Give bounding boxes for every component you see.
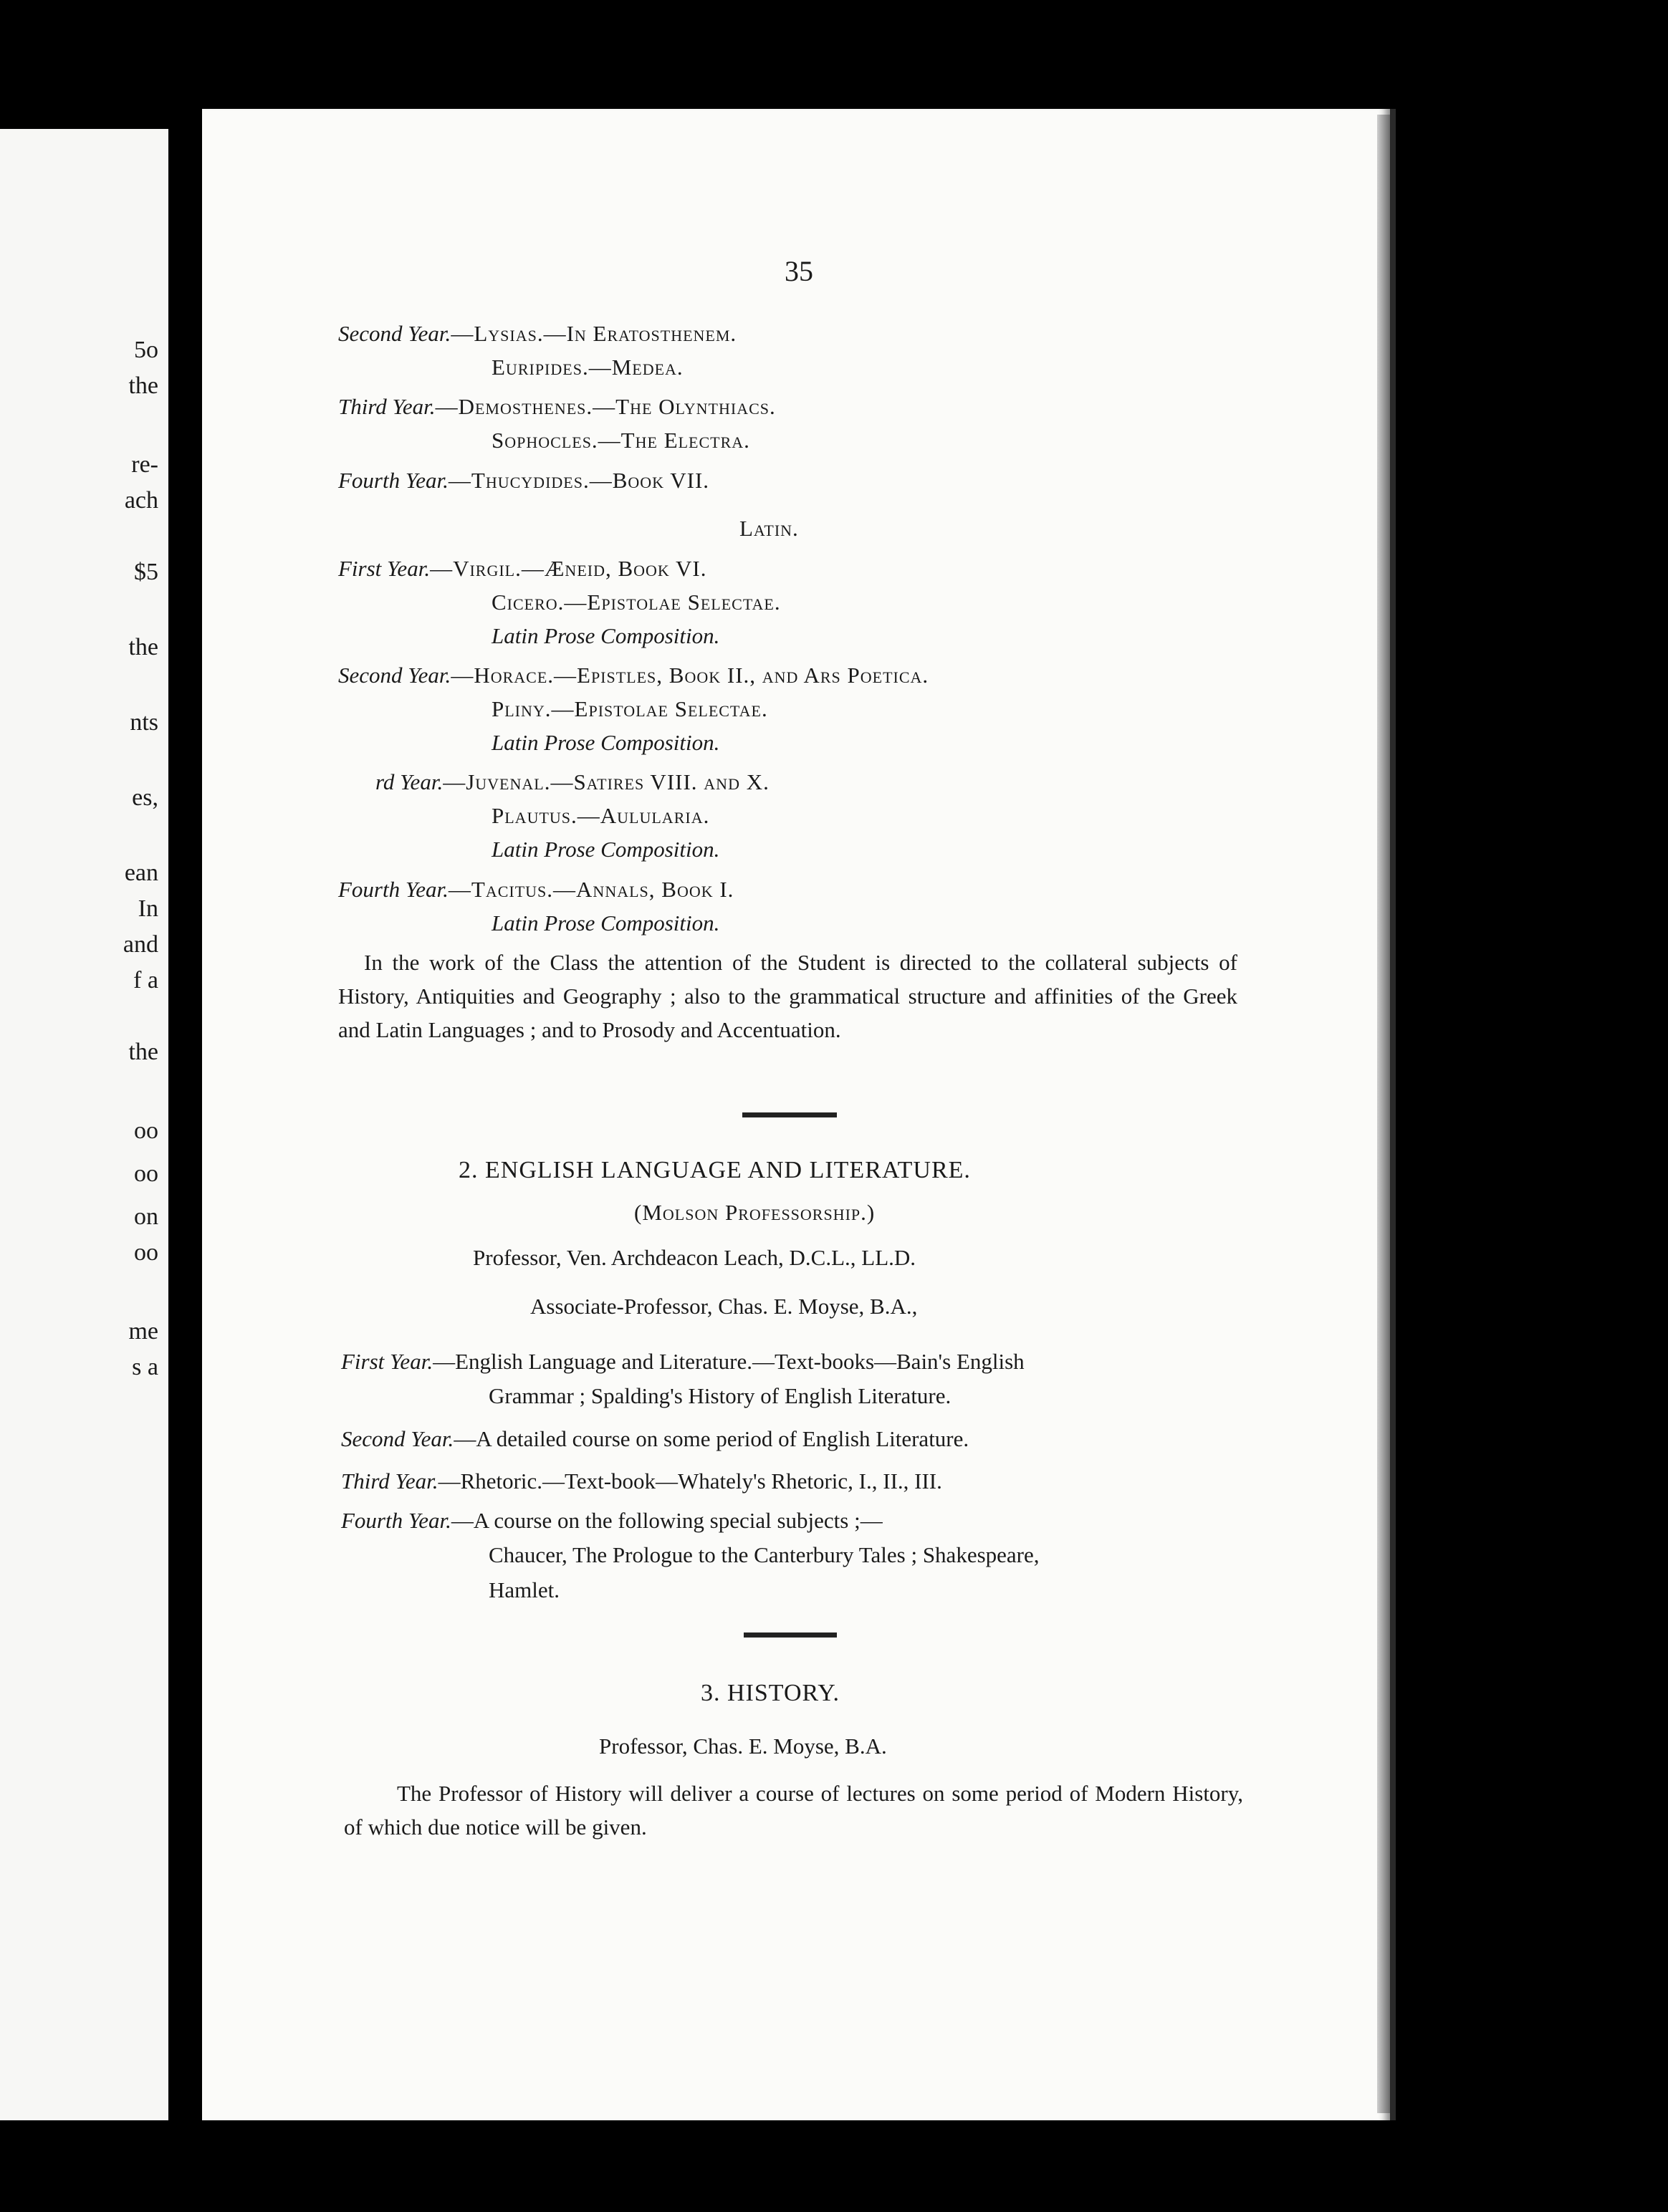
- facing-page-text: and: [123, 931, 158, 958]
- english-third-year: [341, 1470, 942, 1492]
- facing-page-text: oo: [134, 1160, 158, 1187]
- facing-page-text: re-: [131, 451, 158, 478]
- year-text: —Lysias.—In Eratosthenem.: [451, 321, 737, 346]
- facing-page-text: on: [134, 1203, 158, 1230]
- english-subheading: (Molson Professorship.): [634, 1200, 876, 1225]
- english-associate: Associate-Professor, Chas. E. Moyse, B.A.,: [530, 1294, 918, 1319]
- year-label: rd Year.: [375, 769, 444, 794]
- greek-third-year-line2: Sophocles.—The Electra.: [492, 428, 750, 453]
- english-first-year: [341, 1350, 1025, 1372]
- year-label: Fourth Year.: [338, 468, 449, 493]
- history-heading: 3. HISTORY.: [701, 1680, 840, 1706]
- english-professor: Professor, Ven. Archdeacon Leach, D.C.L., LL.D.: [473, 1245, 916, 1270]
- latin-third-year-line3: Latin Prose Composition.: [492, 837, 720, 862]
- greek-fourth-year: [338, 469, 709, 491]
- latin-second-year: [338, 664, 929, 686]
- year-text: —English Language and Literature.—Text-books—Bain's English: [433, 1349, 1025, 1374]
- greek-second-year: [338, 322, 737, 345]
- history-professor: Professor, Chas. E. Moyse, B.A.: [599, 1733, 887, 1759]
- year-text: —Virgil.—Æneid, Book VI.: [430, 556, 707, 581]
- year-text: —Juvenal.—Satires VIII. and X.: [443, 769, 770, 794]
- facing-page-text: oo: [134, 1239, 158, 1266]
- english-heading: 2. ENGLISH LANGUAGE AND LITERATURE.: [459, 1157, 971, 1183]
- facing-page-text: s a: [132, 1354, 158, 1380]
- english-fourth-year-line2: Chaucer, The Prologue to the Canterbury Tales ; Shakespeare,: [489, 1542, 1040, 1567]
- year-text: —A detailed course on some period of English Literature.: [454, 1426, 969, 1451]
- facing-page-text: nts: [130, 709, 158, 736]
- classics-note: In the work of the Class the attention of the Student is directed to the collateral subjects of History, Antiquities and Geography ; also to the grammatical structure and affinities of the Greek and Latin Languages ; and to Prosody and Accentuation.: [338, 950, 1237, 1042]
- year-text: —Demosthenes.—The Olynthiacs.: [435, 394, 776, 419]
- section-divider: [742, 1112, 837, 1117]
- latin-second-year-line2: Pliny.—Epistolae Selectae.: [492, 696, 768, 721]
- english-second-year: [341, 1428, 969, 1450]
- year-text: —Tacitus.—Annals, Book I.: [448, 877, 734, 902]
- year-label: Second Year.: [338, 663, 451, 688]
- latin-third-year: [375, 771, 770, 793]
- latin-first-year-line2: Cicero.—Epistolae Selectae.: [492, 590, 781, 615]
- facing-page-text: ach: [124, 487, 158, 514]
- year-label: Third Year.: [341, 1468, 438, 1494]
- section-divider: [744, 1632, 837, 1638]
- page-number: 35: [785, 255, 813, 287]
- facing-page-text: the: [128, 372, 158, 399]
- facing-page-text: the: [128, 634, 158, 660]
- facing-page-text: f a: [133, 967, 158, 994]
- year-label: Fourth Year.: [341, 1508, 451, 1533]
- latin-second-year-line3: Latin Prose Composition.: [492, 730, 720, 755]
- english-first-year-line2: Grammar ; Spalding's History of English Literature.: [489, 1383, 952, 1408]
- year-text: —A course on the following special subjects ;—: [451, 1508, 883, 1533]
- page-edge: [1377, 115, 1390, 2113]
- year-text: —Horace.—Epistles, Book II., and Ars Poetica.: [451, 663, 929, 688]
- greek-third-year: [338, 395, 776, 418]
- english-fourth-year: [341, 1509, 883, 1531]
- latin-first-year-line3: Latin Prose Composition.: [492, 623, 720, 648]
- history-note: The Professor of History will deliver a course of lectures on some period of Modern History, of which due notice will be given.: [344, 1781, 1243, 1840]
- facing-page-text: 5o: [134, 337, 158, 363]
- facing-page: [0, 129, 168, 2120]
- latin-heading: Latin.: [739, 516, 799, 541]
- latin-third-year-line2: Plautus.—Aulularia.: [492, 803, 710, 828]
- latin-fourth-year: [338, 878, 734, 900]
- facing-page-text: the: [128, 1039, 158, 1065]
- year-text: —Thucydides.—Book VII.: [448, 468, 710, 493]
- year-label: Second Year.: [341, 1426, 454, 1451]
- latin-fourth-year-line2: Latin Prose Composition.: [492, 910, 720, 936]
- facing-page-text: ean: [124, 860, 158, 886]
- year-text: —Rhetoric.—Text-book—Whately's Rhetoric, I., II., III.: [438, 1468, 942, 1494]
- year-label: Third Year.: [338, 394, 436, 419]
- facing-page-text: es,: [132, 784, 158, 811]
- year-label: Fourth Year.: [338, 877, 449, 902]
- facing-page-text: oo: [134, 1117, 158, 1144]
- year-label: First Year.: [341, 1349, 433, 1374]
- facing-page-text: me: [128, 1318, 158, 1345]
- year-label: Second Year.: [338, 321, 451, 346]
- greek-second-year-line2: Euripides.—Medea.: [492, 355, 684, 380]
- facing-page-text: $5: [134, 559, 158, 585]
- year-label: First Year.: [338, 556, 431, 581]
- latin-first-year: [338, 557, 706, 580]
- facing-page-text: In: [138, 895, 158, 922]
- english-fourth-year-line3: Hamlet.: [489, 1577, 560, 1602]
